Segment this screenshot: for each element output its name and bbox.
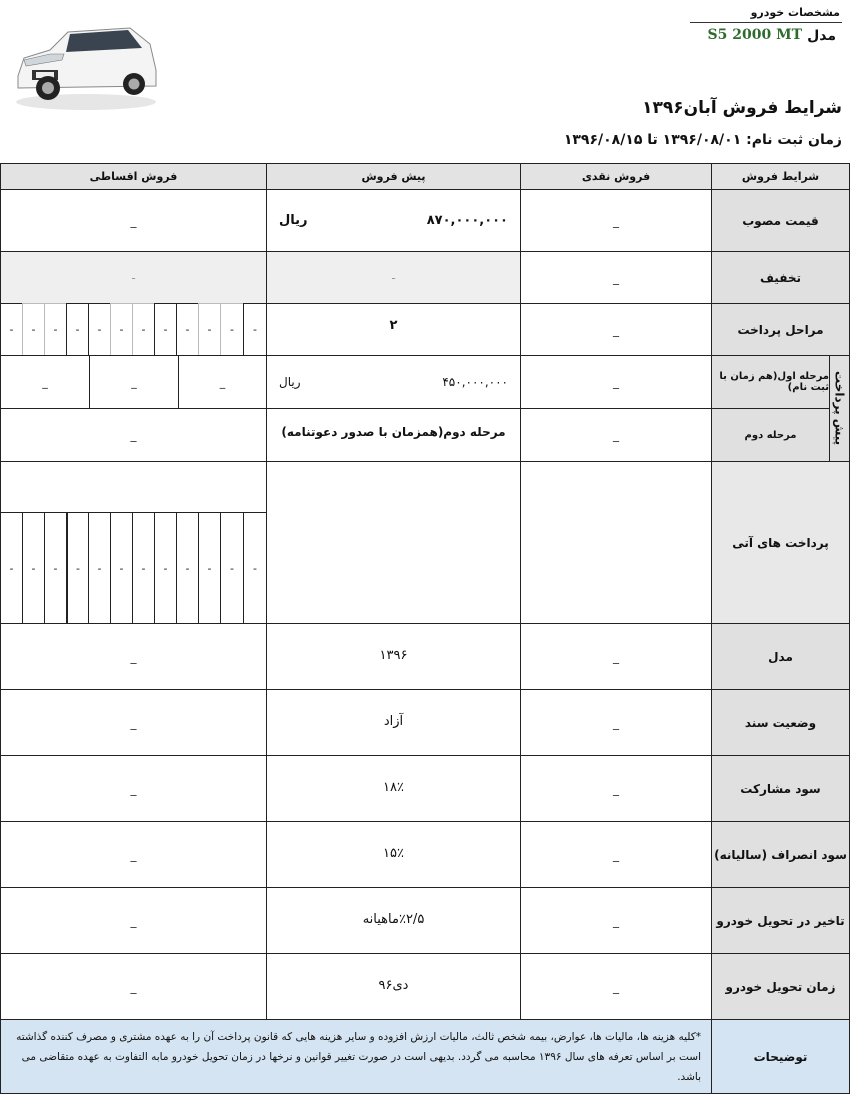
cash-document: _ [520,689,712,756]
cash-stages: _ [520,303,712,356]
cash-stage2: _ [520,408,712,462]
header-divider [690,22,842,23]
presale-model: ۱۳۹۶ [266,623,521,690]
installment-stage1-cell: _ [0,355,90,409]
cash-stage1: _ [520,355,712,409]
installment-stage-cell: - [88,303,111,356]
row-label-delivery-time: زمان تحویل خودرو [711,953,850,1020]
installment-future-cell: - [110,512,133,624]
cash-cancellation: _ [520,821,712,888]
installment-future-cell: - [66,512,89,624]
row-label-stages: مراحل پرداخت [711,303,850,356]
presale-delivery-time: دی۹۶ [266,953,521,1020]
col-header-presale: پیش فروش [266,163,521,190]
installment-stage-cell: - [22,303,45,356]
notes-text: *کلیه هزینه ها، مالیات ها، عوارض، بیمه شخص ثالث، مالیات ارزش افزوده و سایر هزینه هایی که قانون پرداخت آن را به عهده مشتری و مصرف کننده گذاشته است بر اساس تعرفه های سال ۱۳۹۶ محاسبه می گردد. بدیهی است در صورت تغییر قوانین و نرخها در زمان تحویل خودرو مابه التفاوت به عهده متقاضی می باشد. [0,1019,712,1094]
installment-model: _ [0,623,267,690]
installment-future-cell: - [22,512,45,624]
presale-stages: ۲ [266,303,521,356]
prepayment-group-label [829,355,850,462]
cash-delivery-time: _ [520,953,712,1020]
installment-stage-cell: - [176,303,199,356]
col-header-cash: فروش نقدی [520,163,712,190]
presale-discount: - [266,251,521,304]
row-label-delivery-delay: تاخیر در تحویل خودرو [711,887,850,954]
row-label-cancellation: سود انصراف (سالیانه) [711,821,850,888]
registration-period: زمان ثبت نام: ۱۳۹۶/۰۸/۰۱ تا ۱۳۹۶/۰۸/۱۵ [563,132,842,148]
page-title: شرایط فروش آبان۱۳۹۶ [642,98,842,118]
installment-stage-cell: - [110,303,133,356]
row-label-stage1: مرحله اول(هم زمان با ثبت نام) [711,355,830,409]
row-label-profit: سود مشارکت [711,755,850,822]
installment-future-cell: - [220,512,244,624]
presale-price-amount: ۸۷۰,۰۰۰,۰۰۰ [426,213,508,228]
sales-conditions-table [0,163,850,1094]
installment-stage-cell: - [44,303,67,356]
installment-stage-cell: - [66,303,89,356]
cash-delivery-delay: _ [520,887,712,954]
installment-stage-cell: - [132,303,155,356]
installment-future-cell: - [154,512,177,624]
installment-future-cell: - [243,512,267,624]
presale-cancellation: ۱۵٪ [266,821,521,888]
cash-profit: _ [520,755,712,822]
installment-stage-cell: - [220,303,244,356]
presale-profit: ۱۸٪ [266,755,521,822]
installment-future-cell: - [132,512,155,624]
row-label-notes: توضیحات [711,1019,850,1094]
presale-stage1-unit: ریال [279,375,301,389]
row-label-discount: تخفیف [711,251,850,304]
row-label-document: وضعیت سند [711,689,850,756]
presale-stage1 [266,355,521,409]
presale-stage2: مرحله دوم(همزمان با صدور دعوتنامه) [266,408,521,462]
presale-price-unit: ریال [279,213,308,228]
installment-document: _ [0,689,267,756]
presale-future-payments [266,461,521,624]
presale-price [266,189,521,252]
cash-price: _ [520,189,712,252]
installment-cancellation: _ [0,821,267,888]
installment-stage-cell: - [0,303,23,356]
col-header-installment: فروش اقساطی [0,163,267,190]
presale-delivery-delay: ٪۲/۵ماهیانه [266,887,521,954]
model-label: مدل [807,28,836,44]
presale-stage1-amount: ۴۵۰,۰۰۰,۰۰۰ [442,375,508,389]
model-value: S5 2000 MT [707,27,802,43]
installment-future-cell: - [0,512,23,624]
col-header-conditions: شرایط فروش [711,163,850,190]
installment-stages-grid [0,303,267,356]
installment-stage2: _ [0,408,267,462]
installment-future-grid [0,461,267,624]
car-image [10,14,162,114]
installment-stage-cell: - [154,303,177,356]
cash-future-payments [520,461,712,624]
vehicle-spec-label: مشخصات خودرو [750,6,840,19]
installment-stage1-cell: _ [89,355,179,409]
installment-future-cell: - [198,512,221,624]
row-label-model: مدل [711,623,850,690]
installment-delivery-delay: _ [0,887,267,954]
row-label-price: قیمت مصوب [711,189,850,252]
installment-discount: - [0,251,267,304]
prepayment-group-text: پیش پرداخت [832,371,847,446]
installment-delivery-time: _ [0,953,267,1020]
installment-future-cell: - [176,512,199,624]
cash-discount: _ [520,251,712,304]
installment-stage-cell: - [198,303,221,356]
installment-future-cell: - [88,512,111,624]
installment-future-cell: - [44,512,67,624]
installment-profit: _ [0,755,267,822]
installment-stage1-grid [0,355,267,409]
installment-stage1-cell: _ [178,355,267,409]
installment-future-top [0,461,267,513]
presale-document: آزاد [266,689,521,756]
installment-stage-cell: - [243,303,267,356]
row-label-future-payments: پرداخت های آتی [711,461,850,624]
row-label-stage2: مرحله دوم [711,408,830,462]
cash-model: _ [520,623,712,690]
installment-price: _ [0,189,267,252]
